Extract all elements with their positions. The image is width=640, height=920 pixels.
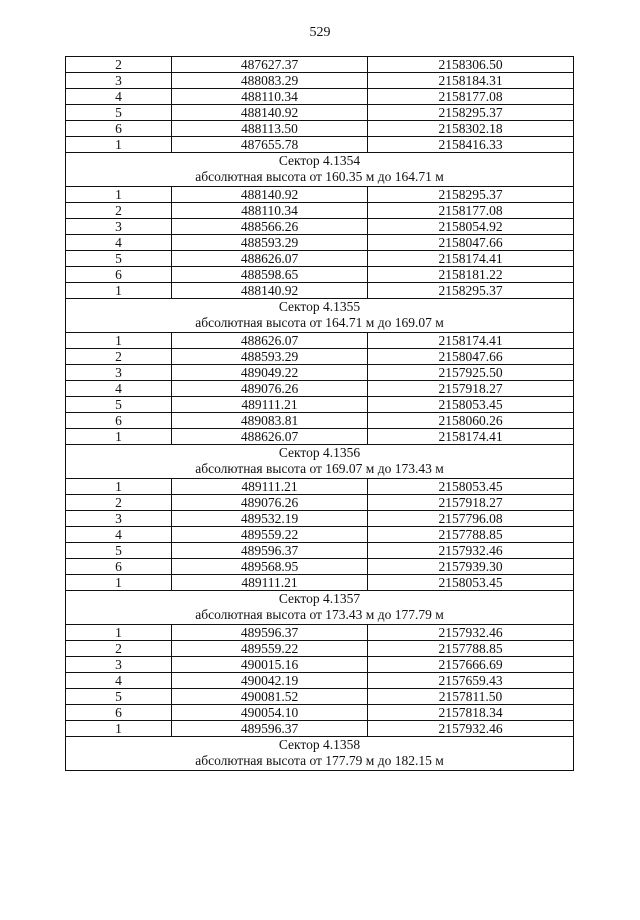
table-row [66,397,574,413]
y-coordinate-cell: 2157818.34 [368,705,574,721]
x-coordinate-cell: 489596.37 [172,721,368,737]
table-row [66,137,574,153]
point-number-cell: 3 [66,511,172,527]
x-coordinate-cell: 489559.22 [172,641,368,657]
x-coordinate-cell: 489111.21 [172,479,368,495]
y-coordinate-cell: 2157811.50 [368,689,574,705]
sector-title: Сектор 4.1358 [278,737,361,752]
point-number-cell: 4 [66,235,172,251]
y-coordinate-cell: 2158060.26 [368,413,574,429]
table-row [66,283,574,299]
table-row [66,203,574,219]
x-coordinate-cell: 489596.37 [172,543,368,559]
y-coordinate-cell: 2158054.92 [368,219,574,235]
sector-header [66,591,574,625]
point-number-cell: 1 [66,333,172,349]
y-coordinate-cell: 2157918.27 [368,495,574,511]
sector-header-row [66,445,574,479]
x-coordinate-cell: 488598.65 [172,267,368,283]
table-row [66,251,574,267]
table-row [66,267,574,283]
table-row [66,349,574,365]
table-row [66,219,574,235]
table-row [66,689,574,705]
table-row [66,511,574,527]
table-row [66,105,574,121]
x-coordinate-cell: 489111.21 [172,575,368,591]
y-coordinate-cell: 2157796.08 [368,511,574,527]
point-number-cell: 3 [66,219,172,235]
y-coordinate-cell: 2158053.45 [368,575,574,591]
point-number-cell: 6 [66,559,172,575]
y-coordinate-cell: 2157788.85 [368,641,574,657]
table-row [66,235,574,251]
sector-altitude: абсолютная высота от 177.79 м до 182.15 м [195,753,444,768]
point-number-cell: 5 [66,105,172,121]
y-coordinate-cell: 2157932.46 [368,721,574,737]
table-row [66,479,574,495]
sector-header-row [66,591,574,625]
x-coordinate-cell: 489049.22 [172,365,368,381]
x-coordinate-cell: 489568.95 [172,559,368,575]
x-coordinate-cell: 487627.37 [172,57,368,73]
x-coordinate-cell: 490054.10 [172,705,368,721]
y-coordinate-cell: 2158177.08 [368,89,574,105]
sector-title: Сектор 4.1356 [278,445,361,460]
y-coordinate-cell: 2158416.33 [368,137,574,153]
y-coordinate-cell: 2157925.50 [368,365,574,381]
x-coordinate-cell: 488593.29 [172,349,368,365]
table-row [66,121,574,137]
x-coordinate-cell: 488083.29 [172,73,368,89]
x-coordinate-cell: 489083.81 [172,413,368,429]
sector-title: Сектор 4.1355 [278,299,361,314]
y-coordinate-cell: 2157939.30 [368,559,574,575]
x-coordinate-cell: 490042.19 [172,673,368,689]
point-number-cell: 2 [66,495,172,511]
point-number-cell: 1 [66,625,172,641]
point-number-cell: 1 [66,575,172,591]
y-coordinate-cell: 2157932.46 [368,543,574,559]
x-coordinate-cell: 488626.07 [172,251,368,267]
sector-altitude: абсолютная высота от 160.35 м до 164.71 м [195,169,444,184]
table-row [66,73,574,89]
x-coordinate-cell: 487655.78 [172,137,368,153]
table-row [66,641,574,657]
point-number-cell: 5 [66,251,172,267]
x-coordinate-cell: 489111.21 [172,397,368,413]
point-number-cell: 1 [66,283,172,299]
x-coordinate-cell: 488140.92 [172,187,368,203]
y-coordinate-cell: 2157666.69 [368,657,574,673]
x-coordinate-cell: 490015.16 [172,657,368,673]
point-number-cell: 6 [66,121,172,137]
sector-title: Сектор 4.1357 [278,591,361,606]
point-number-cell: 2 [66,57,172,73]
y-coordinate-cell: 2157918.27 [368,381,574,397]
table-row [66,413,574,429]
point-number-cell: 3 [66,365,172,381]
table-row [66,657,574,673]
y-coordinate-cell: 2158047.66 [368,235,574,251]
point-number-cell: 3 [66,657,172,673]
table-row [66,721,574,737]
x-coordinate-cell: 489559.22 [172,527,368,543]
coordinates-table [65,56,574,771]
x-coordinate-cell: 488626.07 [172,429,368,445]
y-coordinate-cell: 2158295.37 [368,283,574,299]
x-coordinate-cell: 488593.29 [172,235,368,251]
sector-altitude: абсолютная высота от 173.43 м до 177.79 м [195,607,444,622]
point-number-cell: 6 [66,413,172,429]
point-number-cell: 2 [66,349,172,365]
table-row [66,89,574,105]
point-number-cell: 4 [66,381,172,397]
y-coordinate-cell: 2158174.41 [368,251,574,267]
y-coordinate-cell: 2158181.22 [368,267,574,283]
table-row [66,543,574,559]
coordinates-table-body [66,57,574,771]
x-coordinate-cell: 488626.07 [172,333,368,349]
y-coordinate-cell: 2158302.18 [368,121,574,137]
table-row [66,365,574,381]
table-row [66,187,574,203]
x-coordinate-cell: 490081.52 [172,689,368,705]
x-coordinate-cell: 488110.34 [172,203,368,219]
y-coordinate-cell: 2158306.50 [368,57,574,73]
sector-header [66,153,574,187]
point-number-cell: 1 [66,137,172,153]
point-number-cell: 6 [66,267,172,283]
table-row [66,559,574,575]
table-row [66,495,574,511]
y-coordinate-cell: 2158174.41 [368,333,574,349]
table-row [66,575,574,591]
point-number-cell: 2 [66,641,172,657]
x-coordinate-cell: 488140.92 [172,105,368,121]
page-number: 529 [309,25,331,40]
y-coordinate-cell: 2158053.45 [368,397,574,413]
y-coordinate-cell: 2158047.66 [368,349,574,365]
point-number-cell: 2 [66,203,172,219]
point-number-cell: 5 [66,543,172,559]
point-number-cell: 6 [66,705,172,721]
sector-header-row [66,153,574,187]
table-row [66,673,574,689]
sector-altitude: абсолютная высота от 169.07 м до 173.43 м [195,461,444,476]
y-coordinate-cell: 2157932.46 [368,625,574,641]
x-coordinate-cell: 488113.50 [172,121,368,137]
point-number-cell: 4 [66,89,172,105]
point-number-cell: 3 [66,73,172,89]
y-coordinate-cell: 2158295.37 [368,187,574,203]
table-row [66,57,574,73]
y-coordinate-cell: 2157788.85 [368,527,574,543]
x-coordinate-cell: 489076.26 [172,495,368,511]
sector-header-row [66,299,574,333]
sector-header [66,737,574,771]
sector-header-row [66,737,574,771]
point-number-cell: 1 [66,721,172,737]
sector-header [66,299,574,333]
y-coordinate-cell: 2158177.08 [368,203,574,219]
point-number-cell: 5 [66,397,172,413]
x-coordinate-cell: 489596.37 [172,625,368,641]
y-coordinate-cell: 2158053.45 [368,479,574,495]
sector-altitude: абсолютная высота от 164.71 м до 169.07 м [195,315,444,330]
point-number-cell: 4 [66,527,172,543]
point-number-cell: 4 [66,673,172,689]
y-coordinate-cell: 2158174.41 [368,429,574,445]
table-row [66,429,574,445]
y-coordinate-cell: 2158184.31 [368,73,574,89]
x-coordinate-cell: 488140.92 [172,283,368,299]
point-number-cell: 1 [66,479,172,495]
table-row [66,625,574,641]
x-coordinate-cell: 489076.26 [172,381,368,397]
x-coordinate-cell: 488110.34 [172,89,368,105]
y-coordinate-cell: 2157659.43 [368,673,574,689]
table-row [66,381,574,397]
sector-title: Сектор 4.1354 [278,153,361,168]
point-number-cell: 5 [66,689,172,705]
table-row [66,705,574,721]
table-row [66,333,574,349]
x-coordinate-cell: 489532.19 [172,511,368,527]
x-coordinate-cell: 488566.26 [172,219,368,235]
point-number-cell: 1 [66,187,172,203]
sector-header [66,445,574,479]
point-number-cell: 1 [66,429,172,445]
y-coordinate-cell: 2158295.37 [368,105,574,121]
table-row [66,527,574,543]
